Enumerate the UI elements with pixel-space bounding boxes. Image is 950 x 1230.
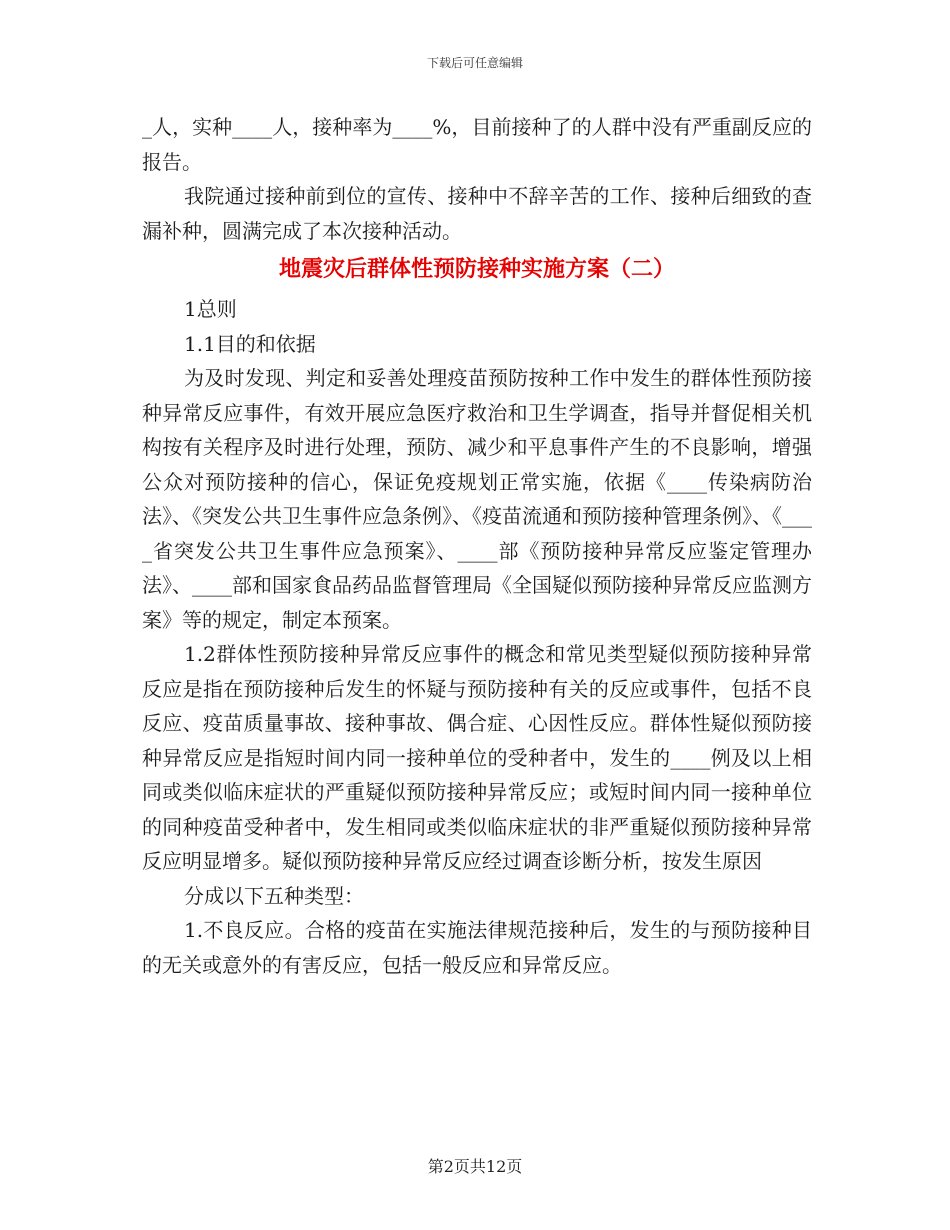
paragraph-purpose-heading: 1.1目的和依据 — [184, 331, 316, 356]
paragraph-general-principles: 1总则 — [184, 297, 237, 321]
page-footer: 第2页共12页 — [427, 1157, 523, 1176]
paragraph-1: _人，实种____人，接种率为____%，目前接种了的人群中没有严重副反应的报告。 — [142, 115, 812, 174]
header-note: 下载后可任意编辑 — [426, 56, 523, 70]
paragraph-concept: 1.2群体性预防接种异常反应事件的概念和常见类型疑似预防接种异常反应是指在预防接种后发生的怀疑与预防接种有关的反应或事件，包括不良反应、疫苗质量事故、接种事故、偶合症、心因性反应。群体性疑似预防接种异常反应是指短时间内同一接种单位的受种者中，发生的____例及以上相同或类似临床症状的严重疑似预防接种异常反应；或短时间内同一接种单位的同种疫苗受种者中，发生相同或类似临床症状的非严重疑似预防接种异常反应明显增多。疑似预防接种异常反应经过调查诊断分析，按发生原因 — [142, 642, 812, 873]
section-title: 地震灾后群体性预防接种实施方案（二） — [278, 257, 675, 282]
document-body — [142, 110, 812, 982]
paragraph-types-intro: 分成以下五种类型： — [184, 883, 364, 908]
paragraph-purpose-body: 为及时发现、判定和妥善处理疫苗预防按种工作中发生的群体性预防接种异常反应事件，有效开展应急医疗救治和卫生学调查，指导并督促相关机构按有关程序及时进行处理，预防、减少和平息事件产生的不良影响，增强公众对预防接种的信心，保证免疫规划正常实施，依据《____传染病防治法》、《突发公共卫生事件应急条例》、《疫苗流通和预防接种管理条例》、《____省突发公共卫生事件应急预案》、____部《预防接种异常反应鉴定管理办法》、____部和国家食品药品监督管理局《全国疑似预防接种异常反应监测方案》等的规定，制定本预案。 — [142, 366, 812, 632]
paragraph-adverse-reaction: 1.不良反应。合格的疫苗在实施法律规范接种后，发生的与预防接种目的无关或意外的有害反应，包括一般反应和异常反应。 — [142, 918, 812, 977]
paragraph-2: 我院通过接种前到位的宣传、接种中不辞辛苦的工作、接种后细致的查漏补种，圆满完成了本次接种活动。 — [142, 184, 812, 243]
